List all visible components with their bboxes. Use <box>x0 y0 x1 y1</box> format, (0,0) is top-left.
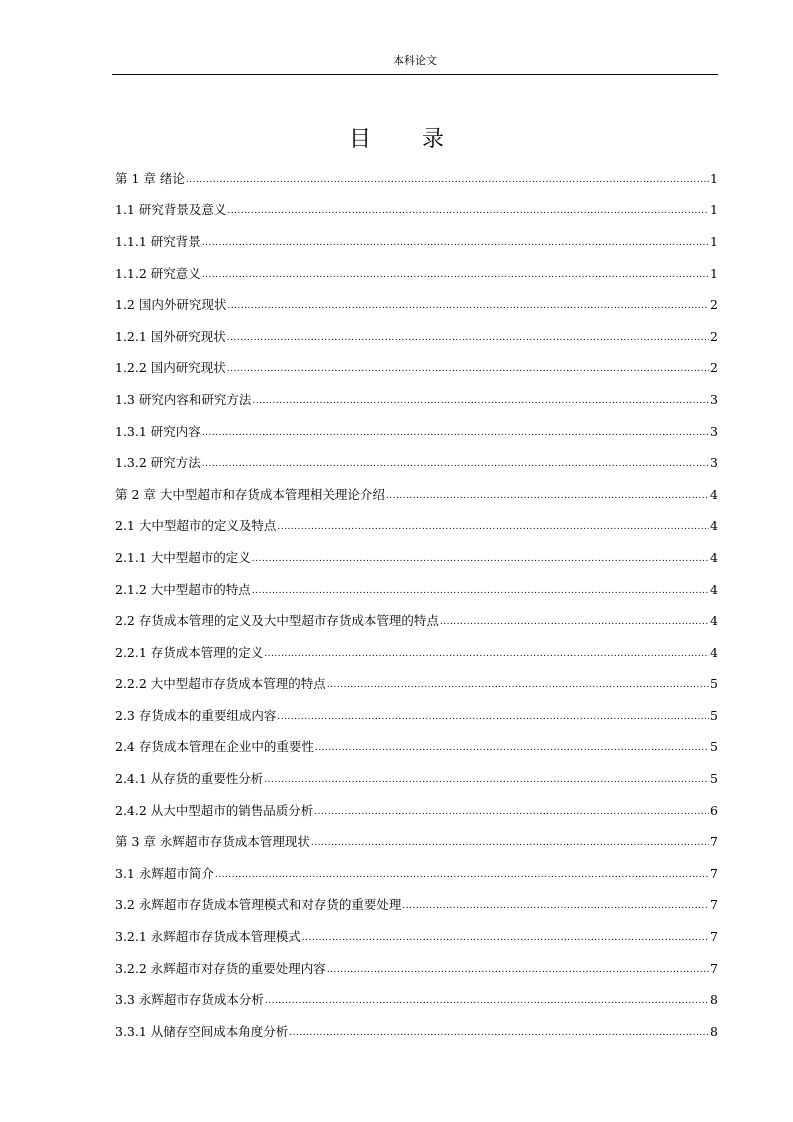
toc-entry-page-number: 2 <box>710 297 718 313</box>
toc-entry[interactable] <box>115 1016 718 1048</box>
toc-dot-leader <box>202 425 709 441</box>
toc-dot-leader <box>302 930 709 946</box>
toc-entry-page-number: 3 <box>710 455 718 471</box>
toc-entry-label: 1.3.2 研究方法 <box>115 455 201 471</box>
toc-title: 目 录 <box>349 127 466 152</box>
toc-entry-label: 3.2.1 永辉超市存货成本管理模式 <box>115 929 301 945</box>
toc-entry[interactable] <box>115 700 718 732</box>
toc-entry[interactable] <box>115 226 718 258</box>
toc-dot-leader <box>440 614 709 630</box>
toc-entry-page-number: 3 <box>710 423 718 439</box>
toc-dot-leader <box>227 203 709 219</box>
toc-entry-label: 1.2.2 国内研究现状 <box>115 360 226 376</box>
toc-entry[interactable] <box>115 890 718 922</box>
toc-dot-leader <box>186 172 709 188</box>
toc-entry-label: 第 1 章 绪论 <box>115 170 185 186</box>
toc-entry-page-number: 4 <box>710 486 718 502</box>
toc-entry-label: 2.1.2 大中型超市的特点 <box>115 581 251 597</box>
toc-entry[interactable] <box>115 416 718 448</box>
toc-entry[interactable] <box>115 321 718 353</box>
toc-entry[interactable] <box>115 353 718 385</box>
toc-entry-page-number: 7 <box>710 929 718 945</box>
toc-dot-leader <box>311 835 709 851</box>
toc-dot-leader <box>277 709 709 725</box>
toc-entry-page-number: 8 <box>710 992 718 1008</box>
toc-entry-label: 2.2.2 大中型超市存货成本管理的特点 <box>115 676 326 692</box>
toc-entry-label: 3.2.2 永辉超市对存货的重要处理内容 <box>115 960 326 976</box>
toc-entry[interactable] <box>115 858 718 890</box>
toc-entry-page-number: 1 <box>710 233 718 249</box>
toc-entry[interactable] <box>115 605 718 637</box>
toc-entry-label: 2.2.1 存货成本管理的定义 <box>115 644 264 660</box>
toc-dot-leader <box>227 361 709 377</box>
toc-entry[interactable] <box>115 669 718 701</box>
toc-entry-label: 1.3 研究内容和研究方法 <box>115 391 252 407</box>
toc-entry-page-number: 4 <box>710 581 718 597</box>
toc-entry-page-number: 1 <box>710 265 718 281</box>
toc-dot-leader <box>215 867 709 883</box>
toc-dot-leader <box>289 1025 709 1041</box>
toc-dot-leader <box>202 235 709 251</box>
toc-entry-page-number: 5 <box>710 707 718 723</box>
toc-dot-leader <box>327 677 709 693</box>
toc-dot-leader <box>202 456 709 472</box>
toc-entry[interactable] <box>115 826 718 858</box>
toc-entry[interactable] <box>115 479 718 511</box>
toc-entry-page-number: 2 <box>710 328 718 344</box>
toc-entry-label: 1.3.1 研究内容 <box>115 423 201 439</box>
toc-entry-page-number: 6 <box>710 802 718 818</box>
toc-dot-leader <box>314 804 709 820</box>
toc-entry-page-number: 4 <box>710 644 718 660</box>
table-of-contents <box>115 163 718 1048</box>
toc-entry[interactable] <box>115 953 718 985</box>
toc-entry-page-number: 8 <box>710 1023 718 1039</box>
toc-entry[interactable] <box>115 384 718 416</box>
toc-dot-leader <box>252 393 709 409</box>
toc-dot-leader <box>227 298 709 314</box>
toc-entry-label: 1.2 国内外研究现状 <box>115 297 227 313</box>
toc-dot-leader <box>252 551 709 567</box>
toc-entry-page-number: 1 <box>710 170 718 186</box>
header-text: 本科论文 <box>393 54 437 67</box>
toc-entry-label: 1.1.2 研究意义 <box>115 265 201 281</box>
toc-entry-label: 3.1 永辉超市简介 <box>115 865 214 881</box>
toc-dot-leader <box>252 583 709 599</box>
toc-entry-page-number: 3 <box>710 391 718 407</box>
toc-entry[interactable] <box>115 289 718 321</box>
toc-dot-leader <box>277 519 709 535</box>
toc-entry[interactable] <box>115 258 718 290</box>
toc-entry-label: 2.4 存货成本管理在企业中的重要性 <box>115 739 314 755</box>
toc-entry-page-number: 5 <box>710 676 718 692</box>
page-header <box>112 54 718 75</box>
toc-dot-leader <box>264 646 709 662</box>
toc-entry-label: 1.1.1 研究背景 <box>115 233 201 249</box>
toc-entry-label: 第 3 章 永辉超市存货成本管理现状 <box>115 834 310 850</box>
toc-entry[interactable] <box>115 732 718 764</box>
toc-entry-page-number: 5 <box>710 739 718 755</box>
toc-entry-label: 3.2 永辉超市存货成本管理模式和对存货的重要处理 <box>115 897 402 913</box>
toc-dot-leader <box>386 488 709 504</box>
toc-entry-page-number: 7 <box>710 865 718 881</box>
toc-entry-label: 第 2 章 大中型超市和存货成本管理相关理论介绍 <box>115 486 385 502</box>
toc-entry-label: 2.4.2 从大中型超市的销售品质分析 <box>115 802 314 818</box>
toc-entry-label: 1.1 研究背景及意义 <box>115 202 227 218</box>
toc-entry[interactable] <box>115 447 718 479</box>
toc-entry[interactable] <box>115 163 718 195</box>
toc-dot-leader <box>202 267 709 283</box>
toc-entry-page-number: 4 <box>710 518 718 534</box>
toc-entry-label: 2.1.1 大中型超市的定义 <box>115 549 251 565</box>
toc-entry-label: 2.4.1 从存货的重要性分析 <box>115 771 264 787</box>
toc-dot-leader <box>315 740 709 756</box>
toc-dot-leader <box>265 993 709 1009</box>
toc-entry[interactable] <box>115 763 718 795</box>
toc-dot-leader <box>402 898 709 914</box>
toc-entry[interactable] <box>115 574 718 606</box>
toc-entry-label: 2.1 大中型超市的定义及特点 <box>115 518 277 534</box>
toc-entry[interactable] <box>115 984 718 1016</box>
toc-entry-label: 3.3 永辉超市存货成本分析 <box>115 992 264 1008</box>
toc-entry-label: 1.2.1 国外研究现状 <box>115 328 226 344</box>
toc-entry[interactable] <box>115 795 718 827</box>
toc-dot-leader <box>327 962 709 978</box>
toc-entry-label: 2.3 存货成本的重要组成内容 <box>115 707 277 723</box>
toc-entry[interactable] <box>115 542 718 574</box>
toc-entry-page-number: 2 <box>710 360 718 376</box>
toc-entry-page-number: 7 <box>710 897 718 913</box>
toc-dot-leader <box>227 330 709 346</box>
toc-entry-page-number: 5 <box>710 771 718 787</box>
toc-entry[interactable] <box>115 511 718 543</box>
toc-entry-page-number: 4 <box>710 549 718 565</box>
toc-entry-page-number: 4 <box>710 613 718 629</box>
toc-entry-page-number: 1 <box>710 202 718 218</box>
toc-entry-page-number: 7 <box>710 834 718 850</box>
toc-entry[interactable] <box>115 195 718 227</box>
toc-entry-label: 2.2 存货成本管理的定义及大中型超市存货成本管理的特点 <box>115 613 439 629</box>
toc-entry-label: 3.3.1 从储存空间成本角度分析 <box>115 1023 289 1039</box>
toc-entry-page-number: 7 <box>710 960 718 976</box>
toc-entry[interactable] <box>115 637 718 669</box>
toc-dot-leader <box>264 772 709 788</box>
toc-entry[interactable] <box>115 921 718 953</box>
